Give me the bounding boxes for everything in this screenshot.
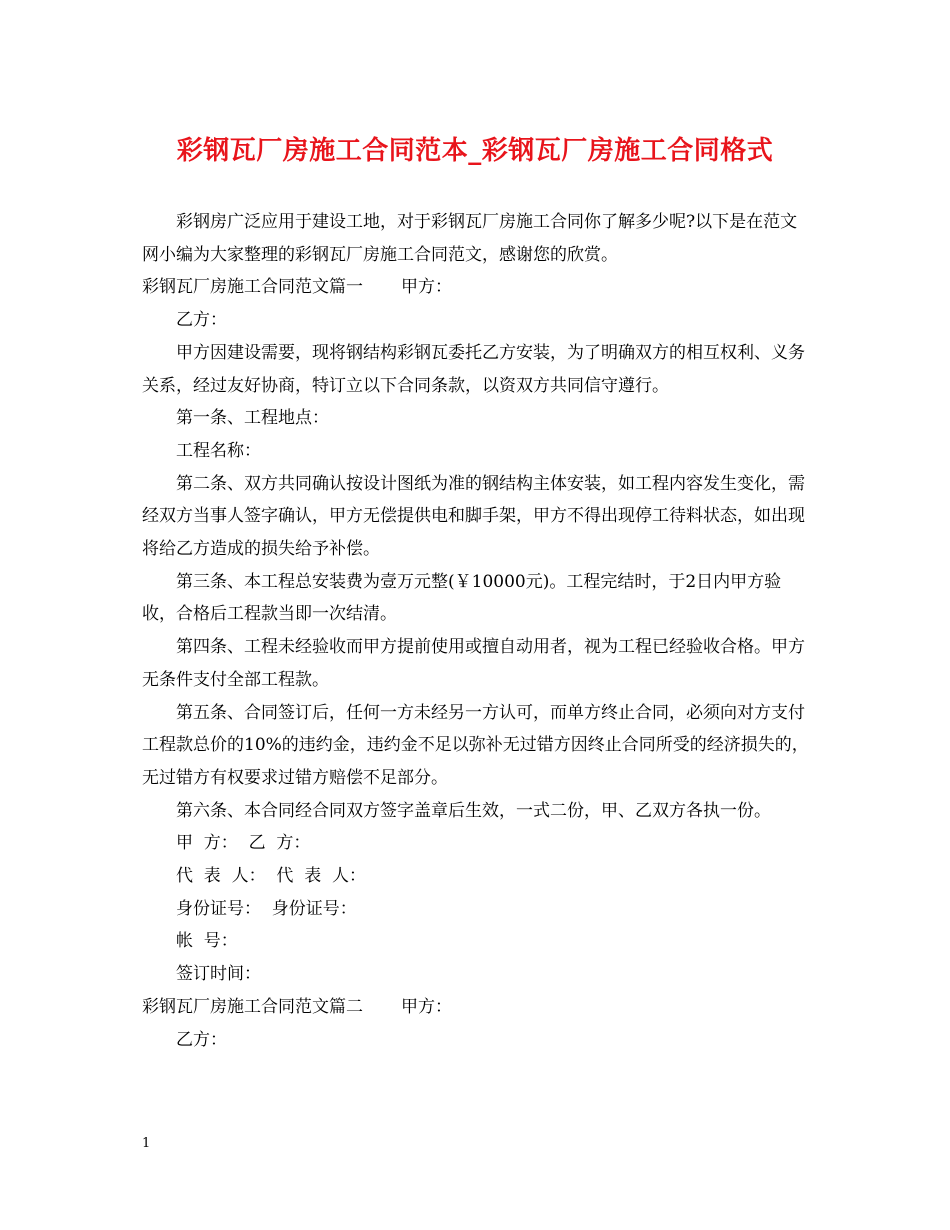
signature-id-line: 身份证号： 身份证号： <box>176 898 357 919</box>
clause-three: 第三条、本工程总安装费为壹万元整(￥10000元)。工程完结时，于2日内甲方验收，合格后工程款当即一次结清。 <box>142 571 782 625</box>
signing-date-line: 签订时间： <box>176 964 261 985</box>
clause-two: 第二条、双方共同确认按设计图纸为准的钢结构主体安装，如工程内容发生变化，需经双方当事人签字确认，甲方无偿提供电和脚手架，甲方不得出现停工待料状态，如出现将给乙方造成的损失给予补偿。 <box>142 473 805 560</box>
section-two-heading-line <box>142 991 812 1024</box>
clause-six: 第六条、本合同经合同双方签字盖章后生效，一式二份，甲、乙双方各执一份。 <box>176 800 771 821</box>
section-one-heading-line <box>142 271 812 304</box>
clause-five: 第五条、合同签订后，任何一方未经另一方认可，而单方终止合同，必须向对方支付工程款总价的10%的违约金，违约金不足以弥补无过错方因终止合同所受的经济损失的，无过错方有权要求过错方赔偿不足部分。 <box>142 702 809 788</box>
signature-account-line: 帐 号： <box>176 931 238 952</box>
clause-one: 第一条、工程地点： <box>176 408 329 429</box>
section-two-heading: 彩钢瓦厂房施工合同范文篇二 <box>142 996 363 1017</box>
document-body <box>142 206 812 1056</box>
document-title: 彩钢瓦厂房施工合同范本_彩钢瓦厂房施工合同格式 <box>176 136 774 166</box>
section-two-party-a: 甲方： <box>401 996 452 1017</box>
preamble-paragraph: 甲方因建设需要，现将钢结构彩钢瓦委托乙方安装，为了明确双方的相互权利、义务关系，经过友好协商，特订立以下合同条款，以资双方共同信守遵行。 <box>142 342 805 396</box>
section-two-party-b-line: 乙方： <box>176 1029 227 1050</box>
project-name-line: 工程名称： <box>176 440 261 461</box>
clause-four: 第四条、工程未经验收而甲方提前使用或擅自动用者，视为工程已经验收合格。甲方无条件支付全部工程款。 <box>142 637 805 690</box>
section-one-heading: 彩钢瓦厂房施工合同范文篇一 <box>142 277 363 298</box>
intro-paragraph: 彩钢房广泛应用于建设工地，对于彩钢瓦厂房施工合同你了解多少呢?以下是在范文网小编为大家整理的彩钢瓦厂房施工合同范文，感谢您的欣赏。 <box>142 212 798 265</box>
signature-representatives-line: 代 表 人： 代 表 人： <box>176 866 367 887</box>
party-b-line: 乙方： <box>176 310 227 331</box>
page-number: 1 <box>142 1136 151 1151</box>
signature-parties-line: 甲 方： 乙 方： <box>176 833 311 854</box>
section-one-party-a: 甲方： <box>401 277 452 298</box>
